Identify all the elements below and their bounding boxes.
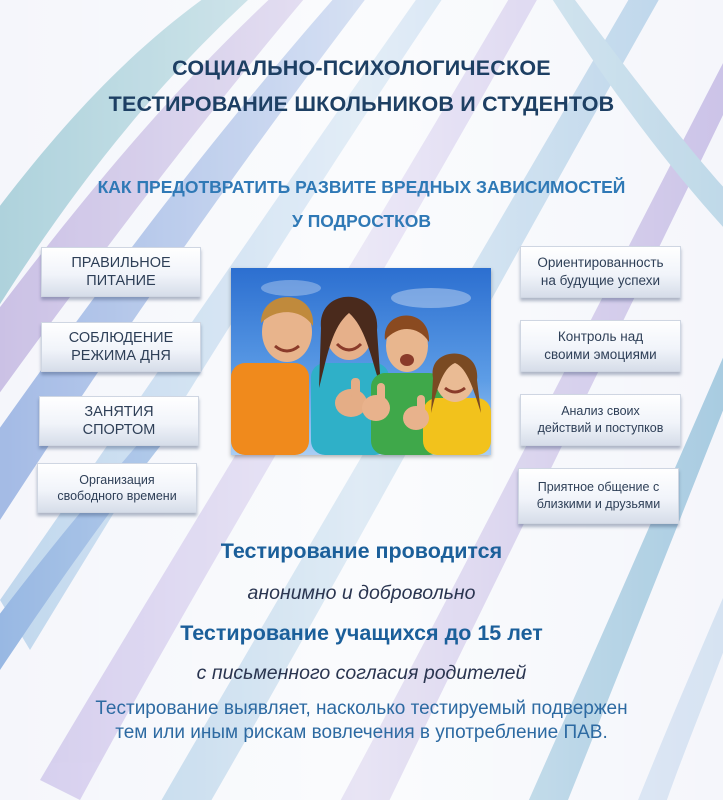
card-emotion-control xyxy=(520,320,681,372)
card-line: Контроль над xyxy=(557,329,644,344)
page-title-line2: ТЕСТИРОВАНИЕ ШКОЛЬНИКОВ И СТУДЕНТОВ xyxy=(108,92,615,116)
testing-reveals-line2: тем или иным рискам вовлечения в употребление ПАВ. xyxy=(115,722,608,743)
testing-conducted-heading: Тестирование проводится xyxy=(220,539,503,563)
card-line: СОБЛЮДЕНИЕ xyxy=(68,330,174,346)
card-free-time xyxy=(37,463,197,513)
card-pleasant-communication xyxy=(518,468,679,524)
card-line: своими эмоциями xyxy=(544,347,657,362)
card-line: Организация xyxy=(79,473,155,487)
card-line: Анализ своих xyxy=(561,404,640,418)
card-line: близкими и друзьями xyxy=(536,497,661,511)
card-line: РЕЖИМА ДНЯ xyxy=(71,348,171,364)
parental-consent-text: с письменного согласия родителей xyxy=(196,662,527,684)
page-title-line1: СОЦИАЛЬНО-ПСИХОЛОГИЧЕСКОЕ xyxy=(172,56,551,80)
card-line: СПОРТОМ xyxy=(82,422,156,438)
card-daily-routine xyxy=(41,322,201,372)
card-line: Приятное общение с xyxy=(537,480,660,494)
under-15-heading: Тестирование учащихся до 15 лет xyxy=(180,621,543,645)
card-sports xyxy=(39,396,199,446)
subtitle-line1: КАК ПРЕДОТВРАТИТЬ РАЗВИТЕ ВРЕДНЫХ ЗАВИСИМОСТЕЙ xyxy=(97,177,626,197)
card-proper-nutrition xyxy=(41,247,201,297)
card-action-analysis xyxy=(520,394,681,446)
testing-reveals-line1: Тестирование выявляет, насколько тестируемый подвержен xyxy=(95,698,628,719)
card-line: Ориентированность xyxy=(537,255,664,270)
card-line: действий и поступков xyxy=(537,421,664,435)
card-line: ЗАНЯТИЯ xyxy=(84,404,154,420)
anonymous-voluntary-text: анонимно и добровольно xyxy=(247,582,476,604)
card-line: ПРАВИЛЬНОЕ xyxy=(71,255,171,271)
card-line: на будущие успехи xyxy=(540,273,661,288)
subtitle-line2: У ПОДРОСТКОВ xyxy=(291,211,432,231)
card-line: ПИТАНИЕ xyxy=(86,273,156,289)
card-line: свободного времени xyxy=(57,489,177,503)
card-future-success xyxy=(520,246,681,298)
teenagers-photo xyxy=(231,268,491,455)
